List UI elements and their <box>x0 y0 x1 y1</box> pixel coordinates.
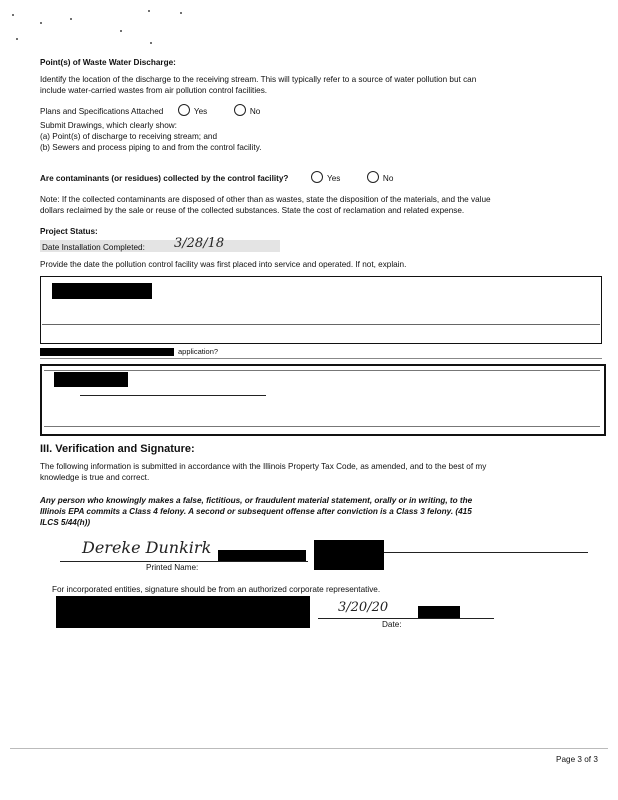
warning-line1: Any person who knowingly makes a false, fictitious, or fraudulent material statement, orally or in writing, to the <box>40 496 473 505</box>
footer-rule <box>10 748 608 749</box>
underline <box>80 395 266 396</box>
plans-no-label: No <box>249 107 261 116</box>
scan-speck <box>150 42 152 44</box>
box-divider <box>42 324 600 325</box>
date-line <box>318 618 494 619</box>
plans-yes-label: Yes <box>193 107 208 116</box>
plans-no-radio[interactable] <box>234 104 246 116</box>
submit-item-a: (a) Point(s) of discharge to receiving stream; and <box>40 132 218 141</box>
redaction-box <box>314 540 384 570</box>
plans-row <box>40 104 260 118</box>
scan-speck <box>70 18 72 20</box>
printed-name-label: Printed Name: <box>146 563 199 572</box>
project-status-heading: Project Status: <box>40 227 98 236</box>
contaminants-no-label: No <box>382 174 394 183</box>
scan-speck <box>180 12 182 14</box>
date-label: Date: <box>382 620 402 629</box>
warning-line2: Illinois EPA commits a Class 4 felony. A second or subsequent offense after conviction is a Class 3 felony. (415 <box>40 507 472 516</box>
scan-speck <box>148 10 150 12</box>
redaction-box <box>418 606 460 618</box>
plans-label: Plans and Specifications Attached <box>40 107 164 116</box>
contaminants-yes-radio[interactable] <box>311 171 323 183</box>
contaminants-question: Are contaminants (or residues) collected by the control facility? <box>40 174 289 183</box>
printed-name-line <box>384 552 588 553</box>
scan-speck <box>16 38 18 40</box>
discharge-intro-line1: Identify the location of the discharge to the receiving stream. This will typically refer to a source of water pollution but can <box>40 75 477 84</box>
discharge-intro-line2: include water-carried wastes from air pollution control facilities. <box>40 86 268 95</box>
corporate-note: For incorporated entities, signature should be from an authorized corporate representative. <box>52 585 381 594</box>
scan-speck <box>120 30 122 32</box>
verification-heading: III. Verification and Signature: <box>40 443 195 455</box>
page-number: Page 3 of 3 <box>556 755 598 764</box>
box-inner-line <box>44 370 600 371</box>
submit-item-b: (b) Sewers and process piping to and from the control facility. <box>40 143 262 152</box>
redaction-box <box>54 372 128 387</box>
date-signed-value: 3/20/20 <box>338 600 389 615</box>
date-installation-label: Date Installation Completed: <box>42 243 145 252</box>
contaminants-note-line2: dollars reclaimed by the sale or reuse of the collected substances. State the cost of reclamation and related expense. <box>40 206 465 215</box>
verification-line2: knowledge is true and correct. <box>40 473 150 482</box>
verification-line1: The following information is submitted in accordance with the Illinois Property Tax Code, as amended, and to the best of my <box>40 462 487 471</box>
redaction-box <box>56 596 310 628</box>
signature: Dereke Dunkirk <box>82 538 212 557</box>
discharge-heading: Point(s) of Waste Water Discharge: <box>40 58 176 67</box>
warning-line3: ILCS 5/44(h)) <box>40 518 91 527</box>
submit-label: Submit Drawings, which clearly show: <box>40 121 177 130</box>
contaminants-no-radio[interactable] <box>367 171 379 183</box>
contaminants-note-line1: Note: If the collected contaminants are disposed of other than as wastes, state the disposition of the materials, and the value <box>40 195 491 204</box>
application-fragment: application? <box>178 347 219 356</box>
contaminants-yes-label: Yes <box>326 174 341 183</box>
service-date-prompt: Provide the date the pollution control facility was first placed into service and operated. If not, explain. <box>40 260 407 269</box>
scan-speck <box>40 22 42 24</box>
scan-speck <box>12 14 14 16</box>
date-installation-value: 3/28/18 <box>174 236 225 251</box>
redaction-box <box>40 348 174 356</box>
redaction-box <box>52 283 152 299</box>
plans-yes-radio[interactable] <box>178 104 190 116</box>
signature-line <box>60 561 308 562</box>
contaminants-row <box>40 171 393 185</box>
section-rule <box>40 358 602 359</box>
box-inner-line <box>44 426 600 427</box>
